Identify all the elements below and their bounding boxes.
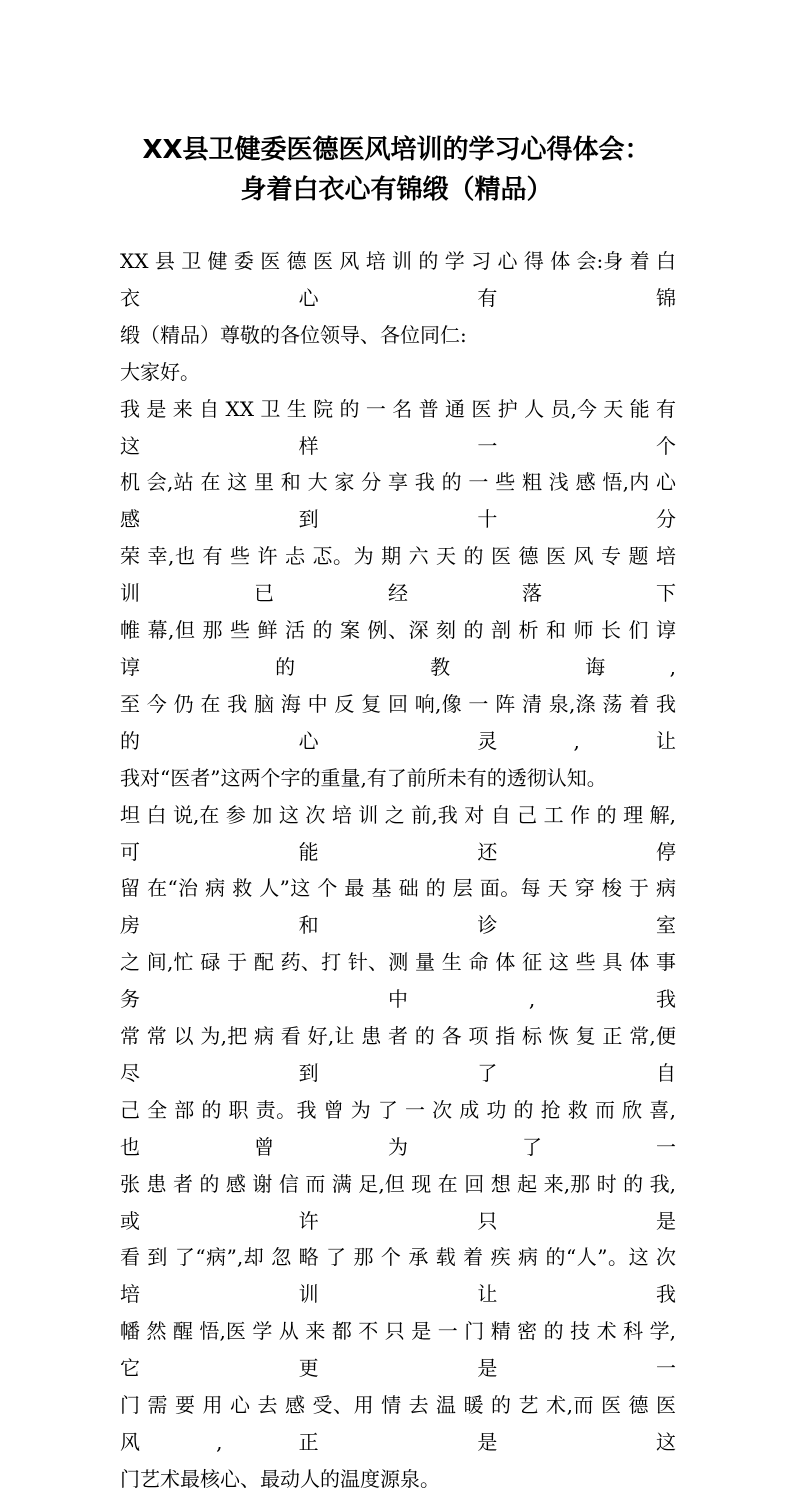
body-text-line: 门 需 要 用 心 去 感 受、用 情 去 温 暖 的 艺 术,而 医 德 医 风,正 是 这 <box>120 1393 676 1454</box>
title-line-1: XX县卫健委医德医风培训的学习心得体会： <box>142 135 651 165</box>
body-text-line: 常 常 以 为,把 病 看 好,让 患 者 的 各 项 指 标 恢 复 正 常,便 尽 到 了 自 <box>120 1024 676 1085</box>
body-text-line: 至 今 仍 在 我 脑 海 中 反 复 回 响,像 一 阵 清 泉,涤 荡 着 我 的 心 灵,让 <box>120 691 676 753</box>
body-text-line: 幡 然 醒 悟,医 学 从 来 都 不 只 是 一 门 精 密 的 技 术 科 学,它 更 是 一 <box>120 1319 676 1381</box>
body-text-line: 我 是 来 自 XX 卫 生 院 的 一 名 普 通 医 护 人 员,今 天 能 有 这 样 一 个 <box>120 396 676 458</box>
body-text-line: 机 会,站 在 这 里 和 大 家 分 享 我 的 一 些 粗 浅 感 悟,内 心 感 到 十 分 <box>120 470 676 532</box>
body-text-line: 门艺术最核心、最动人的温度源泉。 <box>120 1466 440 1491</box>
body-text-line: 缎（精品）尊敬的各位领导、各位同仁: <box>120 322 467 347</box>
document-body <box>120 243 676 1498</box>
body-text-line: 之 间,忙 碌 于 配 药、打 针、测 量 生 命 体 征 这 些 具 体 事 务 中,我 <box>120 950 676 1012</box>
body-text-line: 留 在“治 病 救 人”这 个 最 基 础 的 层 面。每 天 穿 梭 于 病 房 和 诊 室 <box>120 876 676 938</box>
title-line-2: 身着白衣心有锦缎（精品） <box>240 175 553 205</box>
body-text-line: 帷 幕,但 那 些 鲜 活 的 案 例、深 刻 的 剖 析 和 师 长 们 谆 谆 的 教 诲, <box>120 618 676 679</box>
body-text-line: 大家好。 <box>120 359 200 384</box>
body-text-line: 张 患 者 的 感 谢 信 而 满 足,但 现 在 回 想 起 来,那 时 的 我,或 许 只 是 <box>120 1171 676 1233</box>
body-text-line: XX 县 卫 健 委 医 德 医 风 培 训 的 学 习 心 得 体 会:身 着 白 衣 心 有 锦 <box>120 249 677 310</box>
body-text-line: 坦 白 说,在 参 加 这 次 培 训 之 前,我 对 自 己 工 作 的 理 解,可 能 还 停 <box>120 802 676 864</box>
body-text-line: 我对“医者”这两个字的重量,有了前所未有的透彻认知。 <box>120 765 607 790</box>
body-text-line: 荣 幸,也 有 些 许 忐 忑。为 期 六 天 的 医 德 医 风 专 题 培 训 已 经 落 下 <box>120 544 676 606</box>
body-text-line: 己 全 部 的 职 责。我 曾 为 了 一 次 成 功 的 抢 救 而 欣 喜,也 曾 为 了 一 <box>120 1097 676 1159</box>
body-text-line: 看 到 了“病”,却 忽 略 了 那 个 承 载 着 疾 病 的“人”。这 次 培 训 让 我 <box>120 1245 676 1307</box>
